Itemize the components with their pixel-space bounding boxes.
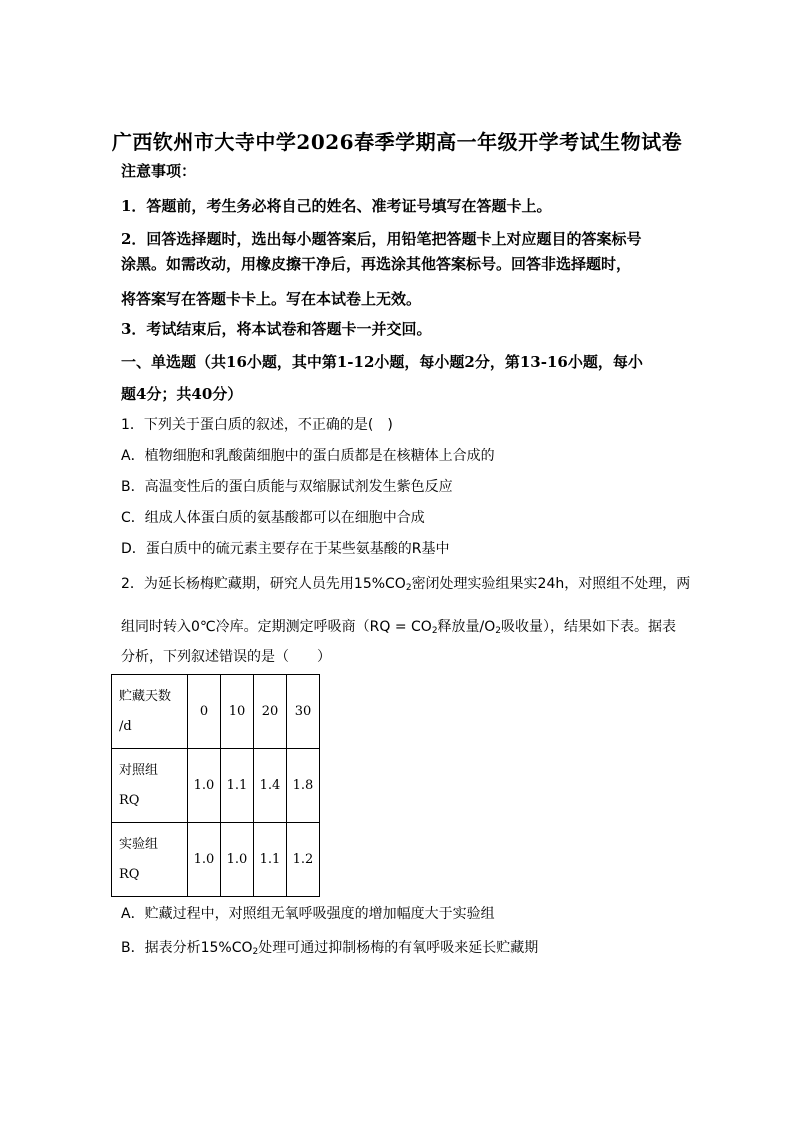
table-cell: 1.8 [287,749,320,823]
q1-option-b: B．高温变性后的蛋白质能与双缩脲试剂发生紫色反应 [121,479,453,495]
table-row-label: 实验组 RQ [112,823,188,897]
q2-stem-line3: 分析，下列叙述错误的是（ ） [121,649,331,665]
table-row-experiment [112,823,320,897]
q2-option-b: B．据表分析$15\%CO_2$处理可通过抑制杨梅的有氧呼吸来延长贮藏期 [121,940,539,957]
notice-item-2-cont: 涂黑。如需改动，用橡皮擦干净后，再选涂其他答案标号。回答非选择题时， [121,255,632,273]
table-header-row [112,675,320,749]
table-cell: 1.0 [188,749,221,823]
table-cell: 1.1 [221,749,254,823]
table-day-cell: 20 [254,675,287,749]
q1-option-c: C．组成人体蛋白质的氨基酸都可以在细胞中合成 [121,510,425,526]
table-cell: 1.2 [287,823,320,897]
notice-item-3: 3．考试结束后，将本试卷和答题卡一并交回。 [121,320,432,338]
table-day-cell: 30 [287,675,320,749]
section-heading-cont: 题4分；共40分） [121,385,243,403]
exam-title: 广西钦州市大寺中学2026春季学期高一年级开学考试生物试卷 [111,130,683,154]
q2-stem-line1: 2．为延长杨梅贮藏期，研究人员先用$15\%CO_2$密闭处理实验组果实24h，对照组不处理，两 [121,576,691,593]
rq-table [111,674,320,897]
notice-item-2: 2．回答选择题时，选出每小题答案后，用铅笔把答题卡上对应题目的答案标号 [121,230,642,248]
table-cell: 1.4 [254,749,287,823]
q2-stem-line2: 组同时转入0℃冷库。定期测定呼吸商（$RQ = CO_2$释放量$/O_2$吸收量），结果如下表。据表 [121,619,677,636]
table-row-control [112,749,320,823]
table-header-cell: 贮藏天数 /d [112,675,188,749]
table-day-cell: 0 [188,675,221,749]
table-cell: 1.1 [254,823,287,897]
q1-stem: 1．下列关于蛋白质的叙述，不正确的是( ) [121,417,393,433]
table-cell: 1.0 [221,823,254,897]
table-day-cell: 10 [221,675,254,749]
table-row-label: 对照组 RQ [112,749,188,823]
section-heading: 一、单选题（共16小题，其中第1-12小题，每小题2分，第13-16小题，每小 [121,353,643,371]
table-cell: 1.0 [188,823,221,897]
notice-item-2-end: 将答案写在答题卡卡上。写在本试卷上无效。 [121,290,422,308]
q1-option-a: A．植物细胞和乳酸菌细胞中的蛋白质都是在核糖体上合成的 [121,448,495,464]
q2-option-a: A．贮藏过程中，对照组无氧呼吸强度的增加幅度大于实验组 [121,906,495,922]
notice-heading: 注意事项： [121,162,197,180]
q1-option-d: D．蛋白质中的硫元素主要存在于某些氨基酸的R基中 [121,541,450,557]
notice-item-1: 1．答题前，考生务必将自己的姓名、准考证号填写在答题卡上。 [121,197,552,215]
